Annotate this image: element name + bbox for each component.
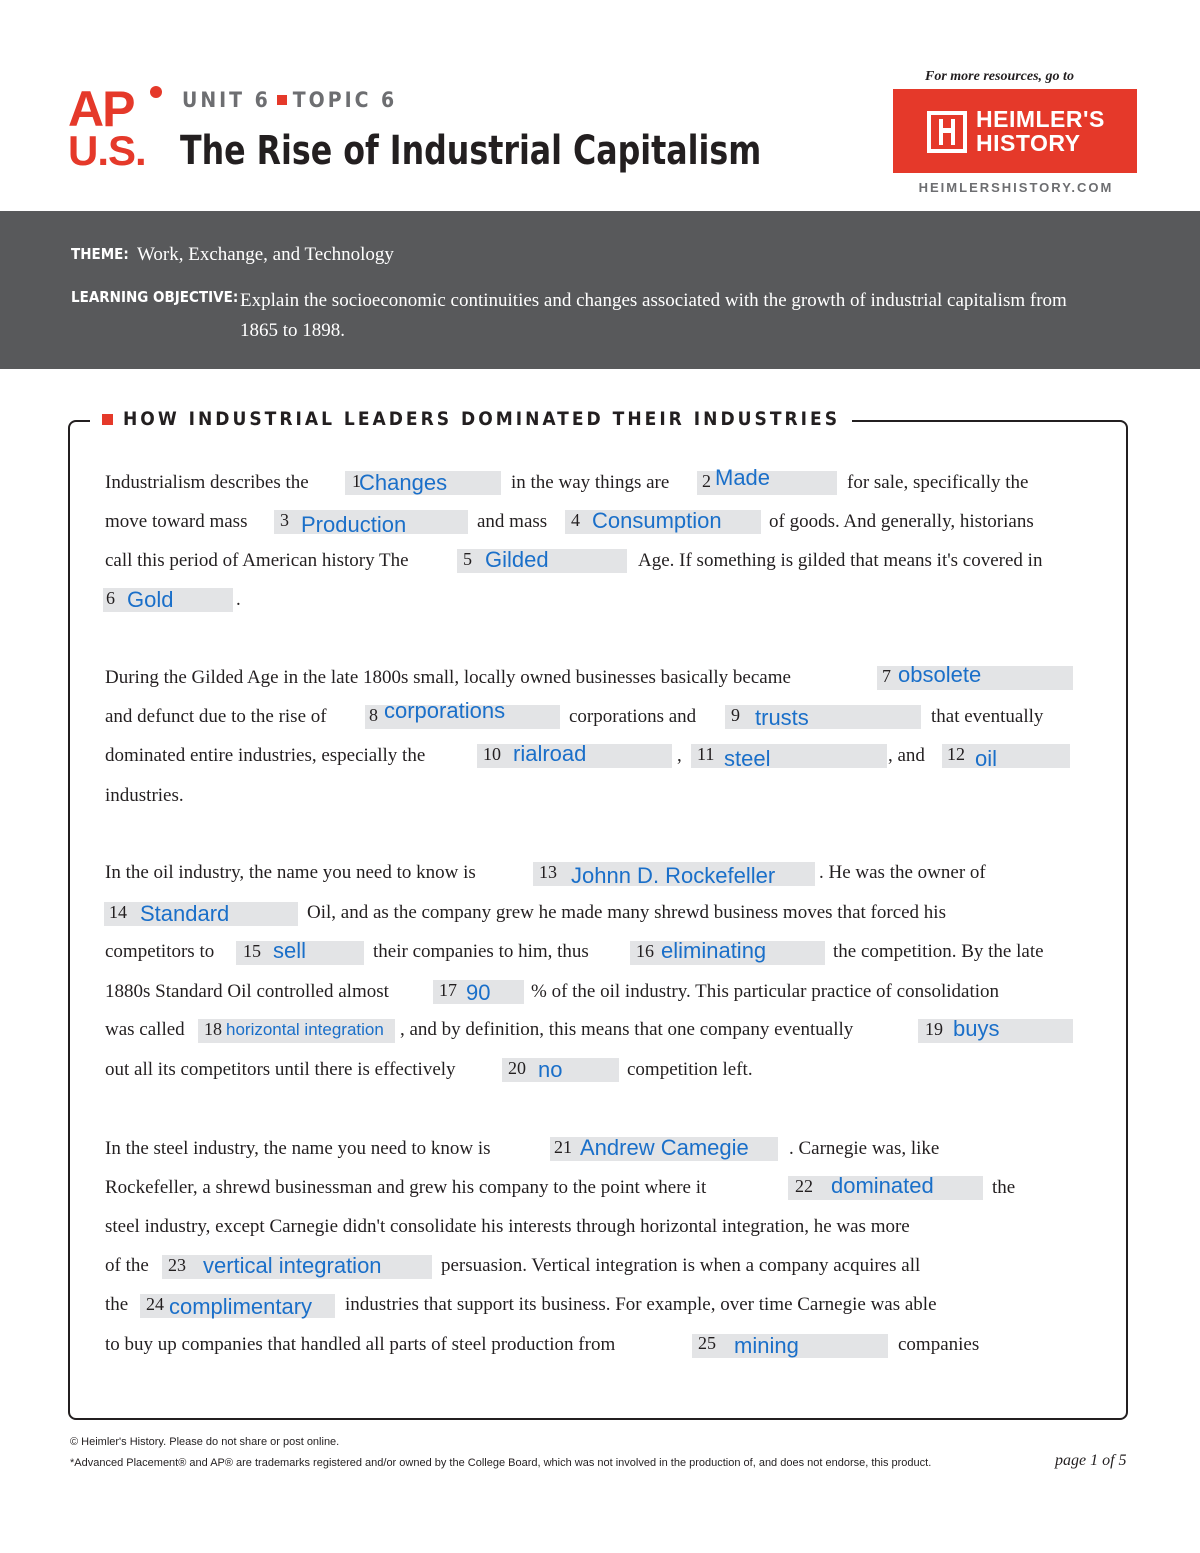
blank-answer[interactable]: Changes (359, 470, 448, 495)
body-text: Rockefeller, a shrewd businessman and grew his company to the point where it (105, 1177, 707, 1198)
unit-label: UNIT 6 (182, 88, 271, 112)
blank-answer[interactable]: steel (724, 746, 771, 771)
blank-answer[interactable]: Standard (140, 901, 230, 926)
body-text: and defunct due to the rise of (105, 706, 327, 727)
blank-number: 11 (697, 744, 715, 764)
blank-number: 20 (508, 1058, 526, 1078)
body-text: move toward mass (105, 511, 248, 532)
body-text: of the (105, 1255, 149, 1276)
blank-number: 24 (146, 1294, 164, 1314)
body-text: of goods. And generally, historians (769, 511, 1034, 532)
body-text: companies (898, 1334, 980, 1355)
blank-number: 17 (439, 980, 457, 1000)
blank-number: 13 (539, 862, 557, 882)
blank-answer[interactable]: Gold (127, 587, 174, 612)
blank-number: 12 (947, 744, 965, 764)
body-text: corporations and (569, 706, 697, 727)
body-text: steel industry, except Carnegie didn't consolidate his interests through horizontal integration, he was more (105, 1216, 910, 1237)
heimlers-h-icon (927, 111, 967, 153)
blank-number: 9 (731, 705, 740, 725)
blank-number: 1 (352, 471, 361, 491)
blank-number: 7 (882, 666, 891, 686)
body-text: Oil, and as the company grew he made many shrewd business moves that forced his (307, 902, 946, 923)
blank-number: 10 (483, 744, 501, 764)
blank-answer[interactable]: Gilded (485, 547, 549, 572)
fill-in-blank-11[interactable] (691, 744, 887, 768)
learning-objective-value: Explain the socioeconomic continuities and changes associated with the growth of industrial capitalism from 1865 to 1898. (240, 290, 1067, 341)
blank-answer[interactable]: eliminating (661, 938, 767, 963)
blank-answer[interactable]: trusts (755, 705, 809, 730)
blank-number: 4 (571, 510, 580, 530)
learning-objective-label: LEARNING OBJECTIVE: (71, 288, 239, 306)
blank-answer[interactable]: obsolete (898, 662, 982, 687)
blank-answer[interactable]: oil (975, 746, 998, 771)
body-text: % of the oil industry. This particular practice of consolidation (531, 981, 1000, 1002)
blank-answer[interactable]: mining (734, 1333, 799, 1358)
blank-answer[interactable]: rialroad (513, 741, 587, 766)
body-text: . Carnegie was, like (789, 1138, 940, 1159)
brand-url-link[interactable]: HEIMLERSHISTORY.COM (918, 180, 1114, 195)
blank-number: 22 (795, 1176, 813, 1196)
body-text: During the Gilded Age in the late 1800s small, locally owned businesses basically became (105, 667, 791, 688)
blank-answer[interactable]: 90 (466, 980, 491, 1005)
body-text: In the oil industry, the name you need to know is (105, 862, 476, 883)
blank-answer[interactable]: dominated (831, 1173, 934, 1198)
body-text: for sale, specifically the (847, 472, 1029, 493)
theme-label: THEME: (71, 245, 129, 263)
blank-answer[interactable]: buys (953, 1016, 1000, 1041)
body-text: , and by definition, this means that one company eventually (400, 1019, 854, 1040)
body-text: Age. If something is gilded that means it's covered in (638, 550, 1043, 571)
page-title: The Rise of Industrial Capitalism (180, 128, 762, 174)
body-text: dominated entire industries, especially the (105, 745, 426, 766)
blank-number: 3 (280, 510, 289, 530)
body-text: , (677, 745, 682, 766)
body-text: in the way things are (511, 472, 670, 493)
blank-number: 25 (698, 1333, 716, 1353)
body-text: persuasion. Vertical integration is when a company acquires all (441, 1255, 921, 1276)
blank-answer[interactable]: Production (301, 512, 407, 537)
blank-answer[interactable]: vertical integration (203, 1253, 382, 1278)
blank-number: 14 (109, 902, 127, 922)
body-text: the (992, 1177, 1016, 1198)
body-text: the (105, 1294, 129, 1315)
theme-value: Work, Exchange, and Technology (137, 244, 394, 265)
body-text: In the steel industry, the name you need to know is (105, 1138, 491, 1159)
body-text: out all its competitors until there is effectively (105, 1059, 456, 1080)
blank-answer[interactable]: Johnn D. Rockefeller (571, 863, 776, 888)
body-text: their companies to him, thus (373, 941, 589, 962)
section-square-icon (102, 414, 113, 425)
body-text: . (236, 589, 241, 610)
trademark-notice: *Advanced Placement® and AP® are trademarks registered and/or owned by the College Board, which was not involved in the production of, and does not endorse, this product. (70, 1457, 932, 1469)
blank-answer[interactable]: no (538, 1057, 563, 1082)
body-text: . He was the owner of (819, 862, 986, 883)
brand-name: HEIMLER'S HISTORY (976, 106, 1105, 156)
resources-text: For more resources, go to (925, 69, 1074, 84)
blank-answer[interactable]: corporations (384, 698, 506, 723)
body-text: the competition. By the late (833, 941, 1044, 962)
blank-number: 2 (702, 471, 711, 491)
body-text: call this period of American history The (105, 550, 409, 571)
page-number: page 1 of 5 (1055, 1452, 1127, 1469)
body-text: industries. (105, 785, 184, 806)
separator-square-icon (277, 95, 287, 105)
blank-answer[interactable]: Consumption (592, 508, 722, 533)
body-text: and mass (477, 511, 548, 532)
logo-dot-icon (150, 86, 162, 98)
body-text: , and (888, 745, 925, 766)
blank-answer[interactable]: Made (715, 465, 771, 490)
body-text: to buy up companies that handled all parts of steel production from (105, 1334, 616, 1355)
copyright-notice: © Heimler's History. Please do not share or post online. (70, 1436, 340, 1448)
topic-label: TOPIC 6 (292, 88, 398, 112)
blank-number: 18 (204, 1019, 222, 1039)
body-text: 1880s Standard Oil controlled almost (105, 981, 389, 1002)
blank-number: 19 (925, 1019, 943, 1039)
blank-answer[interactable]: complimentary (169, 1294, 313, 1319)
body-text: competition left. (627, 1059, 753, 1080)
blank-number: 16 (636, 941, 654, 961)
body-text: industries that support its business. For example, over time Carnegie was able (345, 1294, 937, 1315)
blank-answer[interactable]: horizontal integration (226, 1020, 384, 1039)
blank-answer[interactable]: sell (273, 938, 307, 963)
blank-answer[interactable]: Andrew Camegie (580, 1135, 749, 1160)
blank-number: 21 (554, 1137, 572, 1157)
body-text: Industrialism describes the (105, 472, 309, 493)
blank-number: 5 (463, 549, 472, 569)
unit-topic-label (182, 88, 397, 112)
blank-number: 15 (243, 941, 261, 961)
ap-us-logo: AP U.S. (68, 84, 146, 172)
section-heading: HOW INDUSTRIAL LEADERS DOMINATED THEIR INDUSTRIES (90, 402, 852, 436)
blank-number: 23 (168, 1255, 186, 1275)
body-text: that eventually (931, 706, 1044, 727)
blank-number: 6 (106, 588, 115, 608)
blank-number: 8 (369, 705, 378, 725)
body-text: competitors to (105, 941, 215, 962)
body-text: was called (105, 1019, 185, 1040)
